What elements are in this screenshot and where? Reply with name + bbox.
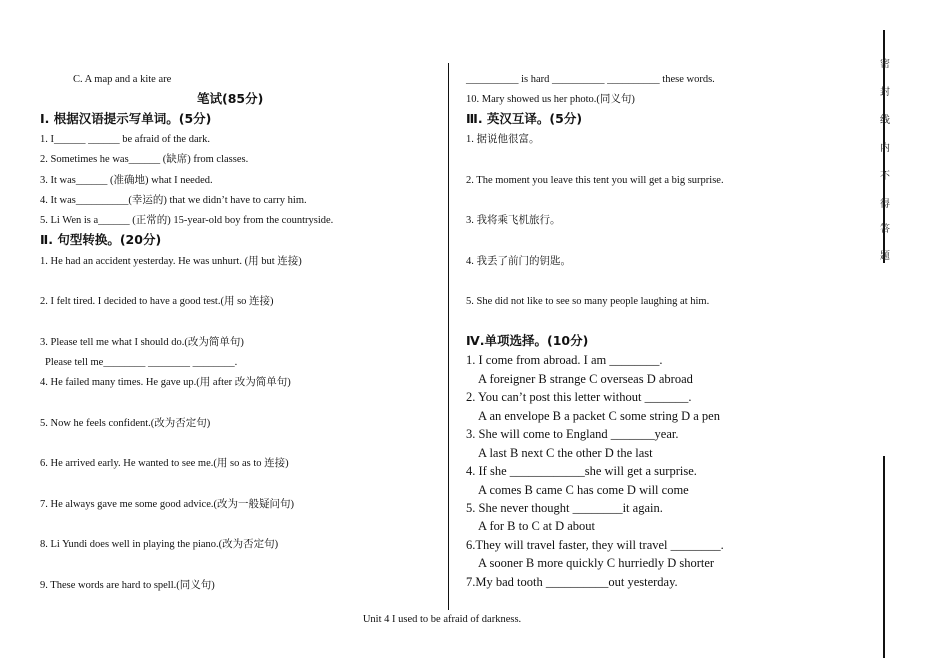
part4-question: 6.They will travel faster, they will travel ________. <box>466 538 724 552</box>
part1-item: 3. It was______ (准确地) what I needed. <box>40 175 213 186</box>
part3-title: Ⅲ. 英汉互译。(5分) <box>466 111 583 126</box>
option-c-line: C. A map and a kite are <box>73 74 172 85</box>
part4-options: A last B next C the other D the last <box>478 446 653 460</box>
part4-options: A sooner B more quickly C hurriedly D shorter <box>478 556 715 570</box>
seal-char: 不 <box>880 171 890 182</box>
part4-options: A foreigner B strange C overseas D abroad <box>478 372 693 386</box>
part4-title: Ⅳ.单项选择。(10分) <box>466 333 589 348</box>
part2-item: 9. These words are hard to spell.(同义句) <box>40 580 215 591</box>
part4-question: 5. She never thought ________it again. <box>466 501 663 515</box>
seal-char: 答 <box>880 224 890 235</box>
part2-item: Please tell me________ ________ ________. <box>45 357 238 368</box>
part2-title: Ⅱ. 句型转换。(20分) <box>40 232 162 247</box>
footer-caption: Unit 4 I used to be afraid of darkness. <box>362 614 522 625</box>
part4-options: A comes B came C has come D will come <box>478 483 689 497</box>
seal-char: 封 <box>880 87 890 98</box>
part4-question: 4. If she ____________she will get a surprise. <box>466 464 697 478</box>
part2-item: 8. Li Yundi does well in playing the piano.(改为否定句) <box>40 539 279 550</box>
part2-item: 1. He had an accident yesterday. He was unhurt. (用 but 连接) <box>40 256 302 267</box>
column-divider <box>448 63 449 610</box>
part4-question: 7.My bad tooth __________out yesterday. <box>466 575 678 589</box>
part4-question: 2. You can’t post this letter without _______. <box>466 390 692 404</box>
section-title: 笔试(85分) <box>197 91 264 106</box>
part4-question: 3. She will come to England _______year. <box>466 427 679 441</box>
part3-item: 3. 我将乘飞机旅行。 <box>466 215 561 226</box>
seal-line-bottom <box>883 456 885 658</box>
seal-char: 线 <box>880 115 890 126</box>
part3-item: 1. 据说他很富。 <box>466 134 540 145</box>
seal-char: 内 <box>880 143 890 154</box>
part4-options: A for B to C at D about <box>478 519 596 533</box>
seal-char: 题 <box>880 251 890 262</box>
part2-item: 3. Please tell me what I should do.(改为简单句) <box>40 337 244 348</box>
part1-title: Ⅰ. 根据汉语提示写单词。(5分) <box>40 111 212 126</box>
part2-item: 2. I felt tired. I decided to have a good test.(用 so 连接) <box>40 296 274 307</box>
item9-answer-line: __________ is hard __________ __________ these words. <box>466 74 715 85</box>
item10: 10. Mary showed us her photo.(同义句) <box>466 94 635 105</box>
part3-item: 4. 我丢了前门的钥匙。 <box>466 256 571 267</box>
part1-item: 2. Sometimes he was______ (缺席) from classes. <box>40 154 249 165</box>
part2-item: 6. He arrived early. He wanted to see me.(用 so as to 连接) <box>40 458 289 469</box>
part4-options: A an envelope B a packet C some string D a pen <box>478 409 720 423</box>
part3-item: 5. She did not like to see so many people laughing at him. <box>466 296 710 307</box>
part1-item: 5. Li Wen is a______ (正常的) 15-year-old boy from the countryside. <box>40 215 334 226</box>
part4-question: 1. I come from abroad. I am ________. <box>466 353 663 367</box>
part2-item: 4. He failed many times. He gave up.(用 after 改为简单句) <box>40 377 291 388</box>
part1-item: 4. It was__________(幸运的) that we didn’t have to carry him. <box>40 195 307 206</box>
part2-item: 7. He always gave me some good advice.(改为一般疑问句) <box>40 499 294 510</box>
seal-char: 得 <box>880 199 890 210</box>
part2-item: 5. Now he feels confident.(改为否定句) <box>40 418 211 429</box>
seal-char: 密 <box>880 59 890 70</box>
part3-item: 2. The moment you leave this tent you will get a big surprise. <box>466 175 724 186</box>
part1-item: 1. I______ ______ be afraid of the dark. <box>40 134 210 145</box>
